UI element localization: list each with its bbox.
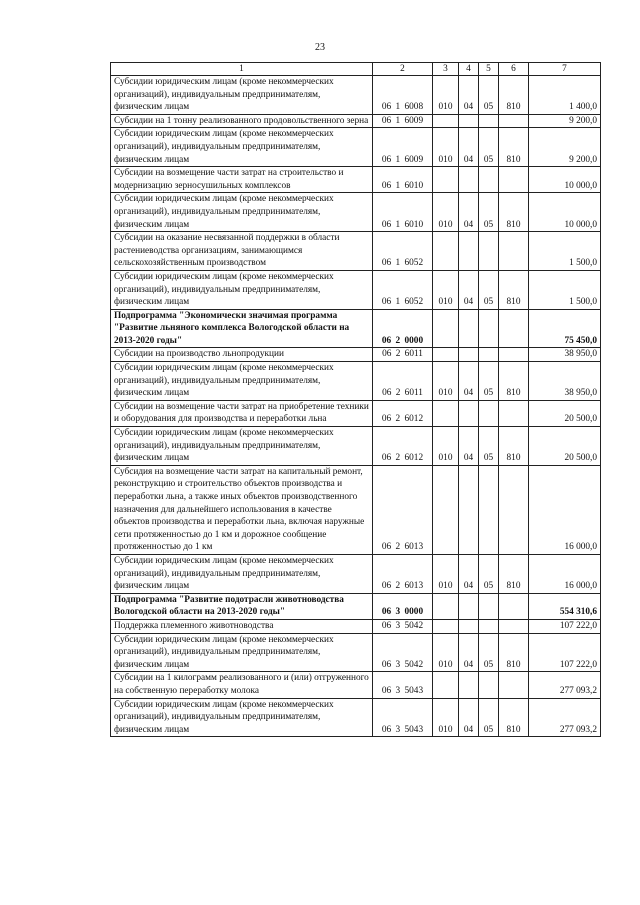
row-col6 — [499, 593, 529, 619]
row-col3: 010 — [433, 554, 459, 593]
row-code: 06 1 6010 — [373, 167, 433, 193]
table-row — [111, 554, 601, 593]
table-row — [111, 672, 601, 698]
row-col5: 05 — [479, 76, 499, 115]
row-code: 06 2 6012 — [373, 427, 433, 466]
table-row — [111, 400, 601, 426]
row-amount: 107 222,0 — [529, 619, 601, 633]
row-name: Субсидии юридическим лицам (кроме некоммерческих организаций), индивидуальным предпринимателям, физическим лицам — [111, 76, 373, 115]
row-code: 06 3 5043 — [373, 672, 433, 698]
row-col3: 010 — [433, 128, 459, 167]
table-row — [111, 593, 601, 619]
row-col3 — [433, 593, 459, 619]
table-row — [111, 348, 601, 362]
table-body — [111, 76, 601, 737]
row-code: 06 2 6011 — [373, 348, 433, 362]
budget-table — [110, 62, 601, 737]
row-name: Субсидии юридическим лицам (кроме некоммерческих организаций), индивидуальным предпринимателям, физическим лицам — [111, 128, 373, 167]
row-col4 — [459, 114, 479, 128]
row-col4 — [459, 232, 479, 271]
row-col4: 04 — [459, 362, 479, 401]
row-col6 — [499, 232, 529, 271]
row-name: Субсидии на оказание несвязанной поддержки в области растениеводства организациям, занимающимся сельскохозяйственным производством — [111, 232, 373, 271]
row-name: Субсидии юридическим лицам (кроме некоммерческих организаций), индивидуальным предпринимателям, физическим лицам — [111, 633, 373, 672]
row-col6 — [499, 167, 529, 193]
row-name: Подпрограмма "Экономически значимая программа "Развитие льняного комплекса Вологодской области на 2013-2020 годы" — [111, 309, 373, 348]
row-code: 06 2 6011 — [373, 362, 433, 401]
row-code: 06 3 5042 — [373, 619, 433, 633]
row-col3 — [433, 348, 459, 362]
table-row — [111, 427, 601, 466]
table-row — [111, 698, 601, 737]
row-name: Субсидии юридическим лицам (кроме некоммерческих организаций), индивидуальным предпринимателям, физическим лицам — [111, 362, 373, 401]
row-col4: 04 — [459, 698, 479, 737]
row-col6 — [499, 619, 529, 633]
row-col4 — [459, 672, 479, 698]
row-col6 — [499, 672, 529, 698]
row-col5 — [479, 232, 499, 271]
row-col5: 05 — [479, 270, 499, 309]
row-col5: 05 — [479, 698, 499, 737]
row-code: 06 1 6008 — [373, 76, 433, 115]
row-amount: 38 950,0 — [529, 348, 601, 362]
table-row — [111, 193, 601, 232]
table-row — [111, 76, 601, 115]
row-col4 — [459, 400, 479, 426]
row-code: 06 2 0000 — [373, 309, 433, 348]
row-code: 06 3 5043 — [373, 698, 433, 737]
row-col6: 810 — [499, 76, 529, 115]
row-col6 — [499, 400, 529, 426]
row-name: Подпрограмма "Развитие подотрасли животноводства Вологодской области на 2013-2020 годы" — [111, 593, 373, 619]
row-col3: 010 — [433, 270, 459, 309]
row-col3 — [433, 114, 459, 128]
row-code: 06 3 0000 — [373, 593, 433, 619]
row-amount: 16 000,0 — [529, 465, 601, 554]
table-row — [111, 167, 601, 193]
table-row — [111, 619, 601, 633]
row-col5: 05 — [479, 427, 499, 466]
row-col5 — [479, 114, 499, 128]
row-amount: 38 950,0 — [529, 362, 601, 401]
row-col4: 04 — [459, 193, 479, 232]
row-name: Субсидии юридическим лицам (кроме некоммерческих организаций), индивидуальным предпринимателям, физическим лицам — [111, 270, 373, 309]
row-col5 — [479, 167, 499, 193]
row-name: Субсидии юридическим лицам (кроме некоммерческих организаций), индивидуальным предпринимателям, физическим лицам — [111, 698, 373, 737]
row-name: Субсидии юридическим лицам (кроме некоммерческих организаций), индивидуальным предпринимателям, физическим лицам — [111, 427, 373, 466]
row-col4: 04 — [459, 427, 479, 466]
table-row — [111, 128, 601, 167]
row-code: 06 2 6012 — [373, 400, 433, 426]
row-col5 — [479, 672, 499, 698]
row-amount: 16 000,0 — [529, 554, 601, 593]
row-amount: 10 000,0 — [529, 167, 601, 193]
table-row — [111, 270, 601, 309]
row-col5: 05 — [479, 128, 499, 167]
row-code: 06 2 6013 — [373, 554, 433, 593]
row-amount: 10 000,0 — [529, 193, 601, 232]
row-col4 — [459, 309, 479, 348]
header-row — [111, 63, 601, 76]
row-col3 — [433, 232, 459, 271]
row-col3 — [433, 400, 459, 426]
row-name: Субсидия на возмещение части затрат на капитальный ремонт, реконструкцию и строительство объектов производства и переработки льна, а также иных объектов производственного назначения для дальнейшего использования в качестве объектов производства и переработки льна, включая наружные сети протяженностью до 1 км и дорожное сообщение протяженностью до 1 км — [111, 465, 373, 554]
row-code: 06 1 6009 — [373, 128, 433, 167]
row-amount: 9 200,0 — [529, 128, 601, 167]
row-col3: 010 — [433, 633, 459, 672]
row-amount: 20 500,0 — [529, 427, 601, 466]
table-row — [111, 232, 601, 271]
row-col3: 010 — [433, 427, 459, 466]
row-amount: 277 093,2 — [529, 672, 601, 698]
row-name: Поддержка племенного животноводства — [111, 619, 373, 633]
row-col6: 810 — [499, 362, 529, 401]
row-col6: 810 — [499, 427, 529, 466]
row-amount: 107 222,0 — [529, 633, 601, 672]
row-name: Субсидии на 1 тонну реализованного продовольственного зерна — [111, 114, 373, 128]
row-col5: 05 — [479, 362, 499, 401]
row-col5: 05 — [479, 633, 499, 672]
row-col5 — [479, 400, 499, 426]
row-col6: 810 — [499, 554, 529, 593]
page-number: 23 — [315, 42, 325, 53]
row-col3 — [433, 619, 459, 633]
row-code: 06 1 6052 — [373, 270, 433, 309]
header-col-2: 2 — [373, 63, 433, 76]
row-col6 — [499, 465, 529, 554]
row-col3: 010 — [433, 76, 459, 115]
row-col6: 810 — [499, 193, 529, 232]
header-col-6: 6 — [499, 63, 529, 76]
row-col6 — [499, 114, 529, 128]
row-name: Субсидии на возмещение части затрат на строительство и модернизацию зерносушильных комплексов — [111, 167, 373, 193]
row-amount: 1 400,0 — [529, 76, 601, 115]
header-col-7: 7 — [529, 63, 601, 76]
row-col4 — [459, 593, 479, 619]
row-col5 — [479, 465, 499, 554]
row-amount: 9 200,0 — [529, 114, 601, 128]
row-col6: 810 — [499, 270, 529, 309]
header-col-3: 3 — [433, 63, 459, 76]
row-col3 — [433, 309, 459, 348]
table-row — [111, 633, 601, 672]
row-col3 — [433, 465, 459, 554]
row-amount: 75 450,0 — [529, 309, 601, 348]
row-col4: 04 — [459, 554, 479, 593]
row-code: 06 2 6013 — [373, 465, 433, 554]
row-col6 — [499, 348, 529, 362]
row-col6: 810 — [499, 633, 529, 672]
row-col3 — [433, 672, 459, 698]
row-col4 — [459, 167, 479, 193]
row-code: 06 1 6009 — [373, 114, 433, 128]
row-col5 — [479, 619, 499, 633]
row-name: Субсидии на 1 килограмм реализованного и (или) отгруженного на собственную переработку молока — [111, 672, 373, 698]
row-amount: 554 310,6 — [529, 593, 601, 619]
row-col3: 010 — [433, 362, 459, 401]
row-col4 — [459, 619, 479, 633]
row-name: Субсидии на возмещение части затрат на приобретение техники и оборудования для производства и переработки льна — [111, 400, 373, 426]
row-col5: 05 — [479, 193, 499, 232]
row-col6 — [499, 309, 529, 348]
row-name: Субсидии на производство льнопродукции — [111, 348, 373, 362]
header-col-4: 4 — [459, 63, 479, 76]
table-row — [111, 465, 601, 554]
row-name: Субсидии юридическим лицам (кроме некоммерческих организаций), индивидуальным предпринимателям, физическим лицам — [111, 193, 373, 232]
row-col6: 810 — [499, 698, 529, 737]
row-col3: 010 — [433, 193, 459, 232]
row-amount: 1 500,0 — [529, 270, 601, 309]
row-col5 — [479, 593, 499, 619]
row-col3 — [433, 167, 459, 193]
row-col5 — [479, 348, 499, 362]
header-col-5: 5 — [479, 63, 499, 76]
row-name: Субсидии юридическим лицам (кроме некоммерческих организаций), индивидуальным предпринимателям, физическим лицам — [111, 554, 373, 593]
row-amount: 277 093,2 — [529, 698, 601, 737]
table-row — [111, 362, 601, 401]
row-amount: 20 500,0 — [529, 400, 601, 426]
row-col4: 04 — [459, 128, 479, 167]
table-row — [111, 309, 601, 348]
row-col3: 010 — [433, 698, 459, 737]
row-col4: 04 — [459, 270, 479, 309]
row-code: 06 3 5042 — [373, 633, 433, 672]
row-code: 06 1 6010 — [373, 193, 433, 232]
row-col4: 04 — [459, 76, 479, 115]
row-col4 — [459, 348, 479, 362]
row-col4: 04 — [459, 633, 479, 672]
row-col4 — [459, 465, 479, 554]
row-col5: 05 — [479, 554, 499, 593]
row-code: 06 1 6052 — [373, 232, 433, 271]
row-col5 — [479, 309, 499, 348]
table-row — [111, 114, 601, 128]
header-col-1: 1 — [111, 63, 373, 76]
row-amount: 1 500,0 — [529, 232, 601, 271]
row-col6: 810 — [499, 128, 529, 167]
